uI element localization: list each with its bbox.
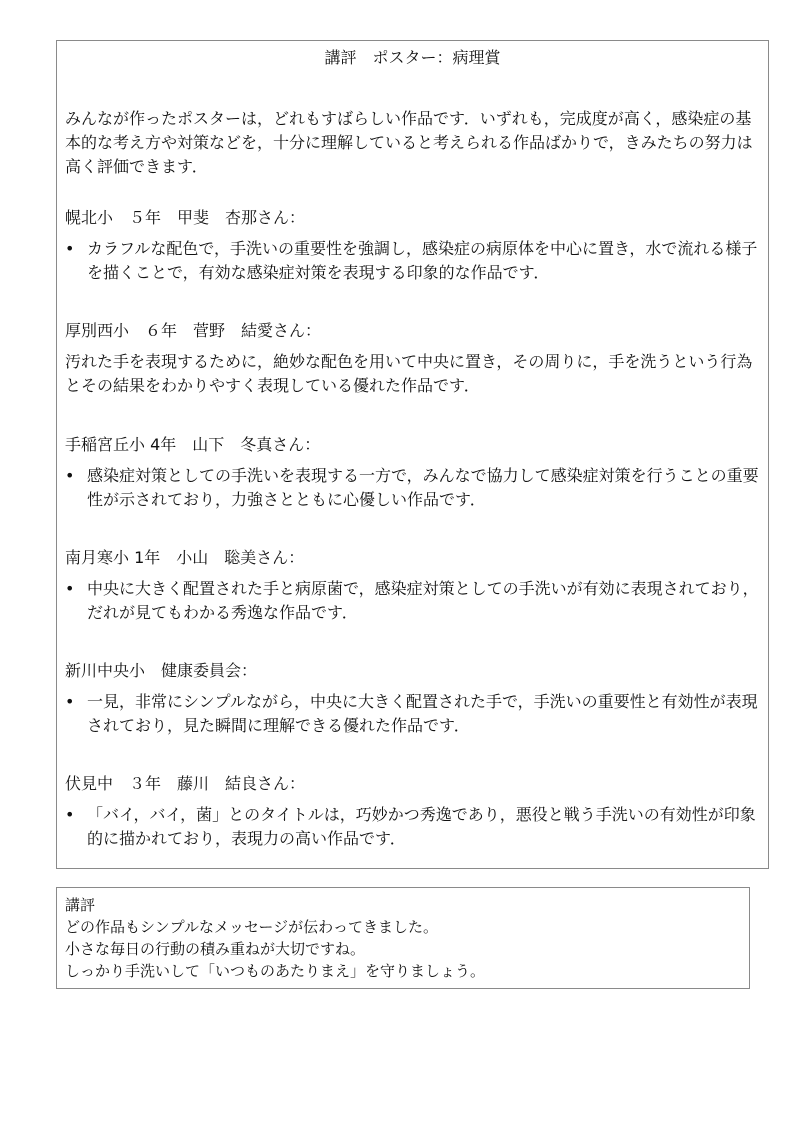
entry-2	[65, 320, 759, 398]
entry-heading: 南月寒小 1年 小山 聡美さん：	[65, 548, 305, 567]
comment-line: 小さな毎日の行動の積み重ねが大切ですね。	[65, 940, 366, 958]
entry-text: 「バイ，バイ，菌」とのタイトルは，巧妙かつ秀逸であり，悪役と戦う手洗いの有効性が印象的に描かれており，表現力の高い作品です．	[87, 805, 756, 848]
entry-heading: 幌北小 ５年 甲斐 杏那さん：	[65, 208, 306, 227]
entry-heading: 手稲宮丘小 4年 山下 冬真さん：	[65, 435, 321, 454]
comment-heading: 講評	[65, 896, 96, 914]
entry-5	[65, 660, 759, 738]
comment-line: どの作品もシンプルなメッセージが伝わってきました。	[65, 918, 438, 936]
bullet-icon: •	[65, 239, 75, 258]
bullet-icon: •	[65, 692, 75, 711]
entry-4	[65, 547, 759, 625]
entry-3	[65, 434, 759, 512]
bullet-icon: •	[65, 466, 75, 485]
entry-text: 汚れた手を表現するために，絶妙な配色を用いて中央に置き，その周りに，手を洗うという行為とその結果をわかりやすく表現している優れた作品です．	[65, 352, 753, 395]
entry-heading: 伏見中 ３年 藤川 結良さん：	[65, 774, 306, 793]
entry-6	[65, 773, 759, 851]
entry-body	[65, 237, 759, 285]
entry-1	[65, 207, 759, 285]
entry-body	[65, 577, 759, 625]
bullet-icon: •	[65, 805, 75, 824]
entry-text: 感染症対策としての手洗いを表現する一方で，みんなで協力して感染症対策を行うことの重要性が示されており，力強さとともに心優しい作品です．	[87, 466, 759, 509]
entry-body	[65, 690, 759, 738]
entry-body	[65, 464, 759, 512]
comment-box	[56, 887, 750, 989]
entry-heading: 新川中央小 健康委員会：	[65, 661, 258, 680]
entry-body	[65, 803, 759, 851]
review-box	[56, 40, 769, 869]
entry-text: 一見，非常にシンプルながら，中央に大きく配置された手で，手洗いの重要性と有効性が表現されており，見た瞬間に理解できる優れた作品です．	[87, 692, 758, 735]
entry-heading: 厚別西小 ６年 菅野 結愛さん：	[65, 321, 322, 340]
review-intro: みんなが作ったポスターは，どれもすばらしい作品です．いずれも，完成度が高く，感染症の基本的な考え方や対策などを，十分に理解していると考えられる作品ばかりで，きみたちの努力は高く評価できます．	[65, 109, 753, 176]
bullet-icon: •	[65, 579, 75, 598]
entry-text: カラフルな配色で，手洗いの重要性を強調し，感染症の病原体を中心に置き，水で流れる様子を描くことで，有効な感染症対策を表現する印象的な作品です．	[87, 239, 758, 282]
review-title: 講評 ポスター：病理賞	[324, 48, 501, 67]
comment-line: しっかり手洗いして「いつものあたりまえ」を守りましょう。	[65, 962, 486, 980]
entry-text: 中央に大きく配置された手と病原菌で，感染症対策としての手洗いが有効に表現されており，だれが見てもわかる秀逸な作品です．	[87, 579, 759, 622]
entry-body	[65, 350, 759, 398]
